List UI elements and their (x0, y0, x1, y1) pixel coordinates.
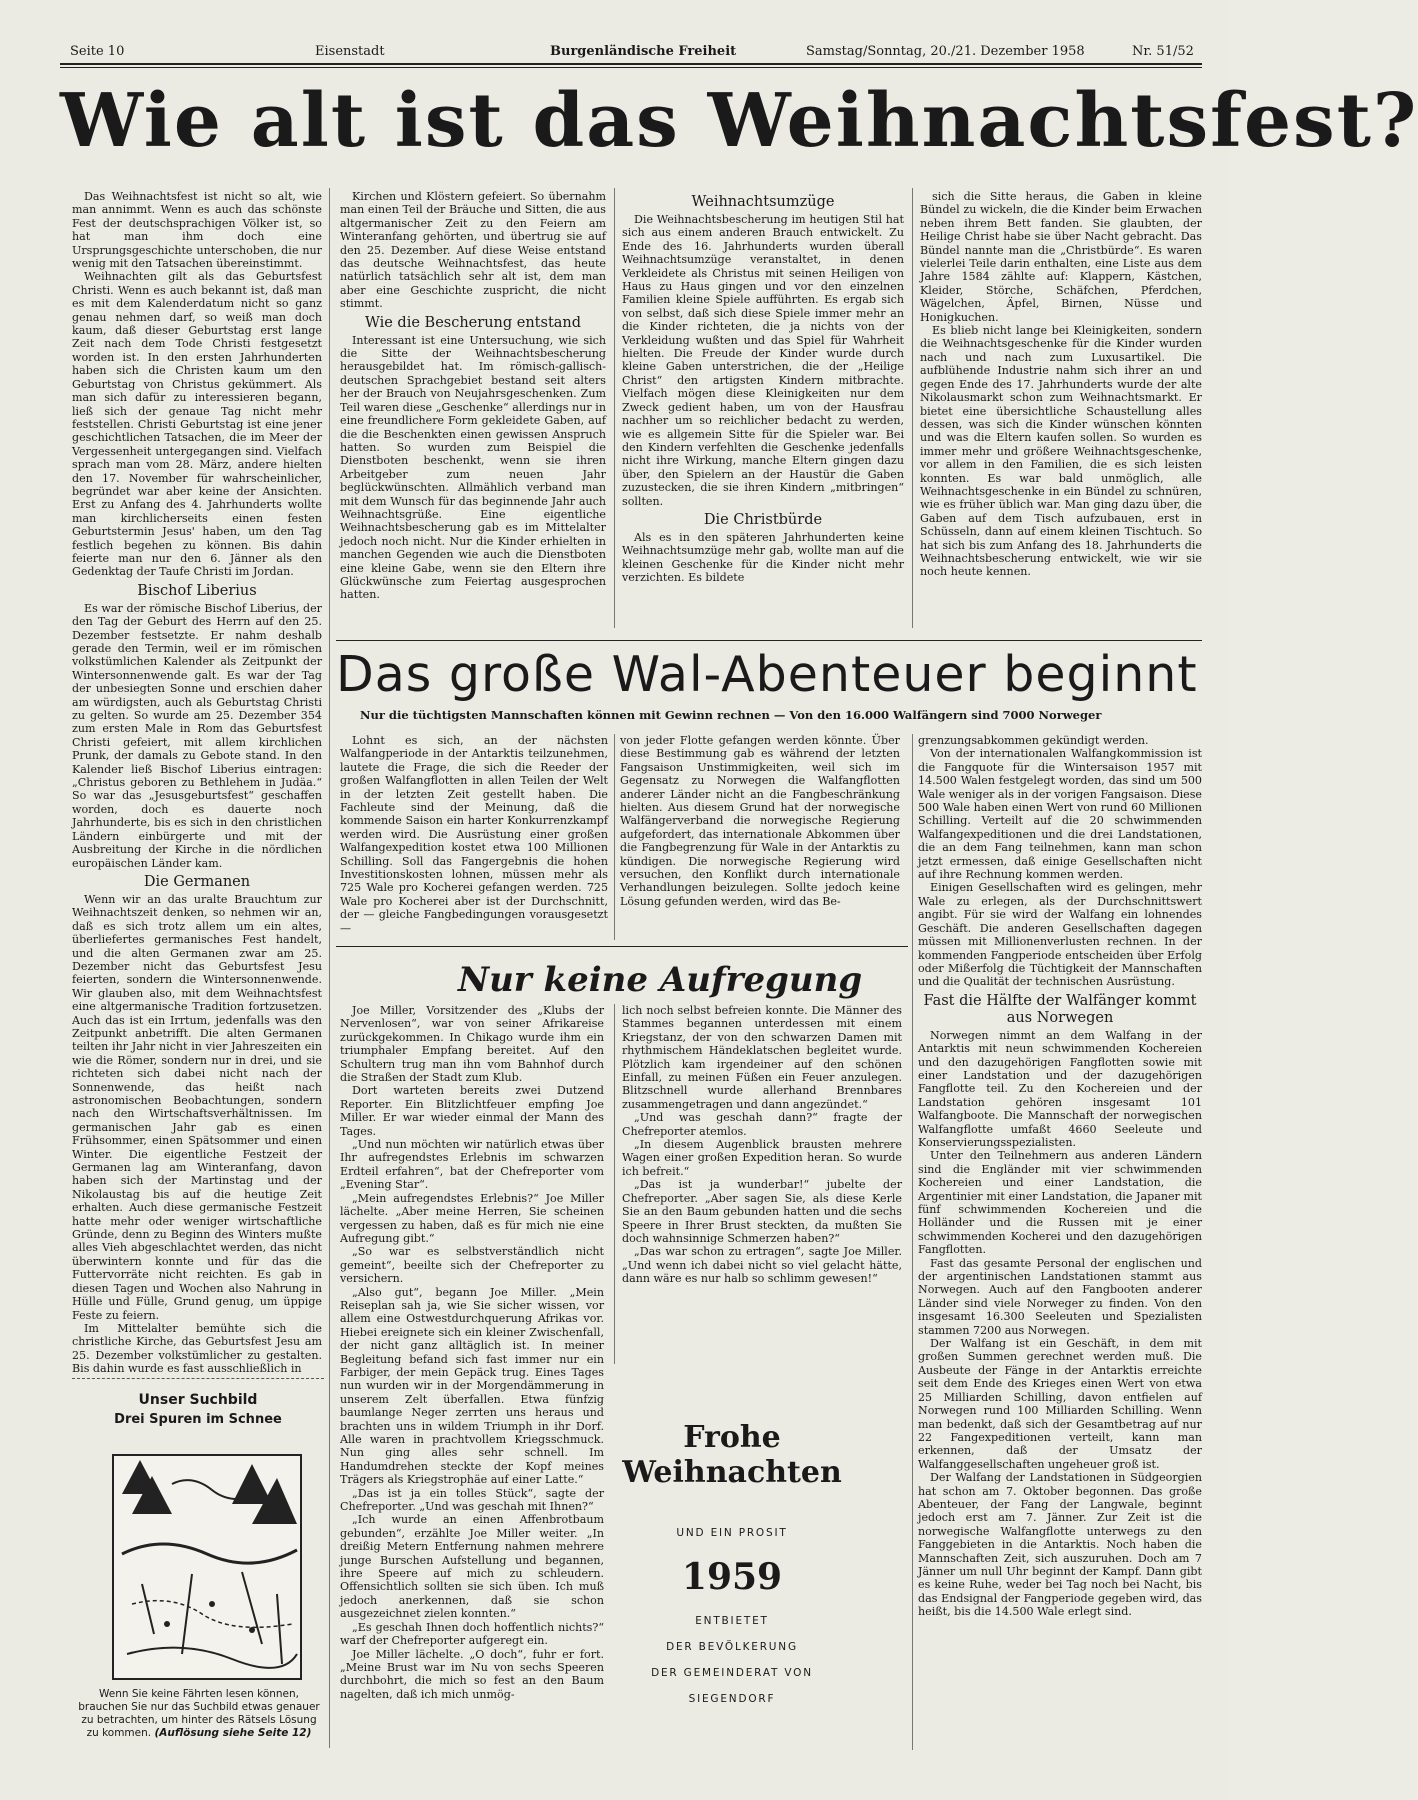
weihnacht-column-4 (920, 190, 1202, 630)
suchbild-title: Unser Suchbild (138, 1392, 258, 1408)
paragraph: „Ich wurde an einen Affenbrotbaum gebunden“, erzählte Joe Miller weiter. „In dreißig Metern Entfernung nahmen mehrere junge Burschen Aufstellung und begannen, ihre Speere auf mich zu schleudern. Offensichtlich sollten sie sich üben. Ich muß jedoch anerkennen, daß sie schon ausgezeichnet zielen konnten.“ (340, 1513, 604, 1621)
aufregung-column-2 (340, 1004, 604, 1750)
wal-column-4 (918, 734, 1202, 1750)
weihnacht-column-3 (622, 190, 904, 630)
place-name: Eisenstadt (315, 44, 385, 59)
paragraph: „In diesem Augenblick brausten mehrere Wagen einer großen Expedition heran. So wurde ich befreit.“ (622, 1138, 902, 1178)
ad-line: DER BEVÖLKERUNG (666, 1641, 798, 1653)
wal-column-2 (340, 734, 608, 940)
paragraph: Als es in den späteren Jahrhunderten keine Weihnachtsumzüge mehr gab, wollte man auf die kleinen Geschenke für die Kinder nicht mehr verzichten. Es bildete (622, 530, 904, 585)
paragraph: Interessant ist eine Untersuchung, wie sich die Sitte der Weihnachtsbescherung herausgebildet hat. Im römisch-gallisch-deutschen Sprachgebiet bestand seit alters her der Brauch von Neujahrsgeschenken. Zum Teil waren diese „Geschenke“ allerdings nur in eine freundlichere Form gekleidete Gaben, auf die die Beschenkten einen gewissen Anspruch hatten. So wurden zum Beispiel die Dienstboten beschenkt, wenn sie ihren Arbeitgeber zum neuen Jahr beglückwünschten. Allmählich verband man mit dem Wunsch für das beginnende Jahr auch Weihnachtsgrüße. Eine eigentliche Weihnachtsbescherung gab es im Mittelalter jedoch noch nicht. Nur die Kinder erhielten in manchen Gegenden wie auch die Dienstboten eine kleine Gabe, wenn sie den Eltern ihre Glückwünsche zum Feiertag ausgesprochen hatten. (340, 333, 606, 602)
suchbild-header (76, 1392, 320, 1427)
suchbild-illustration (112, 1454, 302, 1680)
wal-headline: Das große Wal-Abenteuer beginnt (336, 646, 1198, 703)
suchbild-caption (76, 1688, 322, 1740)
paragraph: Norwegen nimmt an dem Walfang in der Antarktis mit neun schwimmenden Kochereien und den dazugehörigen Fangflotten sowie mit einer Landstation und der dazugehörigen Fangflotte teil. Zu den Kochereien und der Landstation gehören insgesamt 101 Walfangboote. Die Mannschaft der norwegischen Walfangflotte umfaßt 4660 Seeleute und Konservierungsspezialisten. (918, 1028, 1202, 1149)
paragraph: „Das ist ja ein tolles Stück“, sagte der Chefreporter. „Und was geschah mit Ihnen?“ (340, 1486, 604, 1514)
ad-year: 1959 (681, 1556, 783, 1598)
subheading-norwegen: Fast die Hälfte der Walfänger kommt aus Norwegen (923, 992, 1197, 1026)
paragraph: „Das war schon zu ertragen“, sagte Joe Miller. „Und wenn ich dabei nicht so viel gelacht hätte, dann wäre es nur halb so schlimm gewesen!“ (622, 1245, 902, 1286)
aufregung-column-3 (622, 1004, 902, 1364)
page-number: Seite 10 (70, 44, 125, 59)
masthead-rule (60, 63, 1202, 65)
subheading-liberius: Bischof Liberius (137, 582, 257, 599)
ad-line: SIEGENDORF (688, 1693, 776, 1705)
subheading-bescherung: Wie die Bescherung entstand (364, 314, 582, 331)
paragraph: Unter den Teilnehmern aus anderen Ländern sind die Engländer mit vier schwimmenden Kochereien und einer Landstation, die Argentinier mit einer Landstation, die Japaner mit fünf schwimmenden Kochereien und die Holländer und die Russen mit je einer schwimmenden Kocherei und den dazugehörigen Fangflotten. (918, 1149, 1202, 1257)
weihnacht-column-2 (340, 190, 606, 630)
paragraph: „Und was geschah dann?“ fragte der Chefreporter atemlos. (622, 1111, 902, 1138)
ad-title: Frohe Weihnachten (622, 1420, 842, 1490)
issue-date: Samstag/Sonntag, 20./21. Dezember 1958 (806, 44, 1085, 59)
paragraph: Kirchen und Klöstern gefeiert. So übernahm man einen Teil der Bräuche und Sitten, die aus altgermanischer Zeit zu den Feiern am Winteranfang gehörten, und übertrug sie auf den 25. Dezember. Auf diese Weise entstand das deutsche Weihnachtsfest, das heute natürlich tatsächlich sehr alt ist, dem man aber eine Geschichte zuspricht, die nicht stimmt. (340, 190, 606, 311)
paragraph: Die Weihnachtsbescherung im heutigen Stil hat sich aus einem anderen Brauch entwickelt. Zu Ende des 16. Jahrhunderts wurden überall Weihnachtsumzüge veranstaltet, in denen Verkleidete als Christus mit seinen Heiligen von Haus zu Haus gingen und vor den einzelnen Familien kleine Spiele aufführten. Es ergab sich von selbst, daß sich diese Spiele immer mehr an die Kinder richteten, die ja nichts von der Verkleidung wußten und das Spiel für Wahrheit hielten. Die Freude der Kinder wurde durch kleine Gaben unterstrichen, die der „Heilige Christ“ den artigsten Kindern mitbrachte. Vielfach mögen diese Kleinigkeiten nur dem Zweck gedient haben, um von der Hausfrau nachher um so reichlicher bedacht zu werden, wie es allgemein Sitte für die Spieler war. Bei den Kindern verfehlten die Geschenke jedenfalls nicht ihre Wirkung, manche Eltern gingen dazu über, den Spielern an der Haustür die Gaben zuzustecken, die sie ihren Kindern „mitbringen“ sollten. (622, 213, 904, 508)
aufregung-headline: Nur keine Aufregung (458, 960, 863, 1000)
paragraph: „So war es selbstverständlich nicht gemeint“, beeilte sich der Chefreporter zu versichern. (340, 1245, 604, 1286)
column-rule (614, 188, 615, 628)
caption-text: Wenn Sie keine Fährten lesen können, brauchen Sie nur das Suchbild etwas genauer zu betrachten, um hinter des Rätsels Lösung zu kommen. (78, 1688, 320, 1739)
suchbild-rule (72, 1378, 324, 1380)
caption-reference: (Auflösung siehe Seite 12) (154, 1727, 312, 1739)
subheading-germanen: Die Germanen (143, 873, 251, 890)
paragraph: „Mein aufregendstes Erlebnis?“ Joe Miller lächelte. „Aber meine Herren, Sie scheinen vergessen zu haben, daß es für mich nie eine Aufregung gibt.“ (340, 1191, 604, 1245)
paragraph: Dort warteten bereits zwei Dutzend Reporter. Ein Blitzlichtfeuer empfing Joe Miller. Er war wieder einmal der Mann des Tages. (340, 1084, 604, 1138)
main-headline: Wie alt ist das Weihnachtsfest? (60, 78, 1418, 164)
column-rule (912, 734, 913, 1750)
paragraph: Joe Miller lächelte. „O doch“, fuhr er fort. „Meine Brust war im Nu von sechs Speeren durchbohrt, die mich so fest an den Baum nagelten, daß ich mich unmög- (340, 1647, 604, 1701)
paragraph: Im Mittelalter bemühte sich die christliche Kirche, das Geburtsfest Jesu am 25. Dezember volkstümlicher zu gestalten. Bis dahin wurde es fast ausschließlich in (72, 1321, 322, 1376)
paragraph: „Das ist ja wunderbar!“ jubelte der Chefreporter. „Aber sagen Sie, als diese Kerle Sie an den Baum gebunden hatten und die sechs Speere in Ihrer Brust steckten, da mußten Sie doch wahnsinnige Schmerzen haben?“ (622, 1178, 902, 1245)
masthead-rule-thin (60, 67, 1202, 68)
paragraph: von jeder Flotte gefangen werden könnte. Über diese Bestimmung gab es während der letzten Fangsaison Unstimmigkeiten, weil sich im Gegensatz zu Norwegen die Walfangflotten anderer Länder nicht an die Fangbeschränkung hielten. Aus diesem Grund hat der norwegische Walfängerverband die norwegische Regierung aufgefordert, das internationale Abkommen über die Fangbegrenzung für Wale in der Antarktis zu kündigen. Die norwegische Regierung wird versuchen, den Konflikt durch internationale Verhandlungen beizulegen. Sollte jedoch keine Lösung gefunden werden, wird das Be- (620, 734, 900, 908)
paragraph: Von der internationalen Walfangkommission ist die Fangquote für die Wintersaison 1957 mit 14.500 Walen festgelegt worden, das sind um 500 Wale weniger als in der vorigen Fangsaison. Diese 500 Wale haben einen Wert von rund 60 Millionen Schilling. Verteilt auf die 20 schwimmenden Walfangexpeditionen und die drei Landstationen, die an dem Fang teilnehmen, kann man schon jetzt ermessen, daß einige Gesellschaften nicht auf ihre Rechnung kommen werden. (918, 747, 1202, 882)
paragraph: Lohnt es sich, an der nächsten Walfangperiode in der Antarktis teilzunehmen, lautete die Frage, die sich die Reeder der großen Walfangflotten in allen Teilen der Welt in der letzten Zeit gestellt haben. Die Fachleute sind der Meinung, daß die kommende Saison ein harter Konkurrenzkampf werden wird. Die Ausrüstung einer großen Walfangexpedition kostet etwa 100 Millionen Schilling. Soll das Fangergebnis die hohen Investitionskosten lohnen, müssen mehr als 725 Wale pro Kocherei gefangen werden. 725 Wale pro Kocherei aber ist der Durchschnitt, der — gleiche Fangbedingungen vorausgesetzt — (340, 734, 608, 935)
paper-name: Burgenländische Freiheit (550, 44, 737, 59)
paragraph: Der Walfang der Landstationen in Südgeorgien hat schon am 7. Oktober begonnen. Das große Abenteuer, der Fang der Langwale, beginnt jedoch erst am 7. Jänner. Zur Zeit ist die norwegische Walfangflotte unterwegs zu den Fanggebieten in die Antarktis. Noch haben die Mannschaften Zeit, sich auszuruhen. Doch am 7 Jänner um null Uhr beginnt der Kampf. Dann gibt es keine Ruhe, weder bei Tag noch bei Nacht, bis das Endsignal der Fangperiode gegeben wird, das heißt, bis die 14.500 Wale erlegt sind. (918, 1471, 1202, 1619)
issue-number: Nr. 51/52 (1132, 44, 1194, 59)
ad-line: DER GEMEINDERAT VON (651, 1667, 813, 1679)
column-rule (614, 1004, 615, 1364)
paragraph: Weihnachten gilt als das Geburtsfest Christi. Wenn es auch bekannt ist, daß man es mit dem Kalenderdatum nicht so ganz genau nehmen darf, so weiß man doch kaum, daß dieser Geburtstag erst lange Zeit nach dem Tode Christi festgesetzt worden ist. In den ersten Jahrhunderten haben sich die Christen kaum um den Geburtstag von Christus gekümmert. Als man sich dafür zu interessieren begann, ließ sich der genaue Tag nicht mehr feststellen. Christi Geburtstag ist eine jener geschichtlichen Tatsachen, die im Meer der Vergessenheit untergegangen sind. Vielfach sprach man vom 28. März, andere hielten den 17. November für wahrscheinlicher, begründet war aber keine der Ansichten. Erst zu Anfang des 4. Jahrhunderts wollte man kirchlicherseits einen festen Geburtstermin Jesus' haben, um den Tag festlich begehen zu können. Bis dahin feierte man nur den 6. Jänner als den Gedenktag der Taufe Christi im Jordan. (72, 270, 322, 579)
weihnacht-column-1 (72, 190, 322, 1476)
section-rule (336, 640, 1202, 641)
greeting-ad (606, 1380, 858, 1740)
section-rule (336, 946, 908, 947)
weihnacht-intro (72, 190, 322, 579)
paragraph: Fast das gesamte Personal der englischen und der argentinischen Landstationen stammt aus Norwegen. Auch auf den Fangbooten anderer Länder sind viele Norweger zu finden. Von den insgesamt 16.300 Seeleuten und Spezialisten stammen 7200 aus Norwegen. (918, 1256, 1202, 1337)
paragraph: „Also gut“, begann Joe Miller. „Mein Reiseplan sah ja, wie Sie sicher wissen, vor allem eine Ostwestdurchquerung Afrikas vor. Hiebei ereignete sich ein kleiner Zwischenfall, der nicht ganz alltäglich ist. In meiner Begleitung befand sich fast immer nur ein Farbiger, der mein Gepäck trug. Eines Tages nun wurden wir in der Morgendämmerung in unserem Zelt überfallen. Etwa fünfzig baumlange Neger zerrten uns heraus und brachten uns in wildem Triumph in ihr Dorf. Alle waren in prachtvollem Kriegsschmuck. Nun ging alles sehr schnell. Im Handumdrehen steckte der Kopf meines Trägers als Kriegstrophäe auf einer Latte.“ (340, 1285, 604, 1487)
paragraph: Einigen Gesellschaften wird es gelingen, mehr Wale zu erlegen, als der Durchschnittswert angibt. Für sie wird der Walfang ein lohnendes Geschäft. Die anderen Gesellschaften dagegen müssen mit Millionenverlusten rechnen. In der kommenden Fangperiode entscheiden über Erfolg oder Mißerfolg die Tüchtigkeit der Mannschaften und die Qualität der technischen Ausrüstung. (918, 881, 1202, 989)
ad-line: ENTBIETET (695, 1615, 769, 1627)
subheading-umzuege: Weihnachtsumzüge (691, 194, 835, 210)
wal-column-3 (620, 734, 900, 940)
paragraph: „Und nun möchten wir natürlich etwas über Ihr aufregendstes Erlebnis im schwarzen Erdteil erfahren“, bat der Chefreporter vom „Evening Star“. (340, 1138, 604, 1192)
paragraph: lich noch selbst befreien konnte. Die Männer des Stammes begannen unterdessen mit einem Kriegstanz, der von den schwarzen Damen mit rhythmischem Händeklatschen begleitet wurde. Plötzlich kam irgendeiner auf den schönen Einfall, zu meinen Füßen ein Feuer anzulegen. Blitzschnell wurde allerhand Brennbares zusammengetragen und dann angezündet.“ (622, 1004, 902, 1111)
wal-subline: Nur die tüchtigsten Mannschaften können mit Gewinn rechnen — Von den 16.000 Walfängern sind 7000 Norweger (360, 708, 1102, 722)
paragraph: „Es geschah Ihnen doch hoffentlich nichts?“ warf der Chefreporter aufgeregt ein. (340, 1620, 604, 1648)
paragraph: Das Weihnachtsfest ist nicht so alt, wie man annimmt. Wenn es auch das schönste Fest der deutschsprachigen Völker ist, so hat man ihm doch eine Ursprungsgeschichte unterschoben, die nur wenig mit den Tatsachen übereinstimmt. (72, 190, 322, 271)
paragraph: sich die Sitte heraus, die Gaben in kleine Bündel zu wickeln, die die Kinder beim Erwachen neben ihrem Bett fanden. Sie glaubten, der Heilige Christ habe sie über Nacht gebracht. Das Bündel nannte man die „Christbürde“. Es waren vielerlei Teile darin enthalten, eine Liste aus dem Jahre 1584 zählte auf: Klappern, Kästchen, Kleider, Störche, Schäfchen, Pferdchen, Wägelchen, Äpfel, Birnen, Nüsse und Honigkuchen. (920, 190, 1202, 324)
column-rule (912, 188, 913, 628)
column-rule (329, 188, 330, 1748)
column-rule (614, 734, 615, 940)
suchbild-subtitle: Drei Spuren im Schnee (114, 1412, 282, 1427)
paragraph: Es blieb nicht lange bei Kleinigkeiten, sondern die Weihnachtsgeschenke für die Kinder wurden nach und nach zum Luxusartikel. Die aufblühende Industrie nahm sich ihrer an und gegen Ende des 17. Jahrhunderts wurde der alte Nikolausmarkt schon zum Weihnachtsmarkt. Er bietet eine übersichtliche Schaustellung alles dessen, was sich die Kinder wünschen könnten und was die Eltern kaufen sollen. So wurden es immer mehr und größere Weihnachtsgeschenke, vor allem in den Familien, die es sich leisten konnten. Es war bald unmöglich, alle Weihnachtsgeschenke in ein Bündel zu schnüren, wie es früher üblich war. Man ging dazu über, die Gaben auf dem Tisch aufzubauen, erst in Schüsseln, dann auf einem kleinen Tischtuch. So hat sich bis zum Anfang des 18. Jahrhunderts die Weihnachtsbescherung entwickelt, wie wir sie noch heute kennen. (920, 324, 1202, 579)
paragraph: Joe Miller, Vorsitzender des „Klubs der Nervenlosen“, war von seiner Afrikareise zurückgekommen. In Chikago wurde ihm ein triumphaler Empfang bereitet. Auf den Schultern trug man ihn vom Bahnhof durch die Straßen der Stadt zum Klub. (340, 1004, 604, 1085)
paragraph: grenzungsabkommen gekündigt werden. (918, 734, 1149, 747)
ad-line: UND EIN PROSIT (676, 1527, 788, 1539)
paragraph: Es war der römische Bischof Liberius, der den Tag der Geburt des Herrn auf den 25. Dezember festsetzte. Er nahm deshalb gerade den Termin, weil er im römischen volkstümlichen Kalender als Zeitpunkt der Wintersonnenwende galt. Es war der Tag der unbesiegten Sonne und erschien daher am würdigsten, auch als Geburtstag Christi zu gelten. So wurde am 25. Dezember 354 zum ersten Male in Rom das Geburtsfest Christi gefeiert, mit allem kirchlichen Prunk, der damals zu Gebote stand. In den Kalender ließ Bischof Liberius eintragen: „Christus geboren zu Bethlehem in Judäa.“ So war das „Jesusgeburtsfest“ geschaffen worden, doch es dauerte noch Jahrhunderte, bis es sich in den christlichen Ländern einbürgerte und mit der Ausbreitung der Kirche in die nördlichen europäischen Länder kam. (72, 601, 322, 870)
paragraph: Wenn wir an das uralte Brauchtum zur Weihnachtszeit denken, so nehmen wir an, daß es sich trotz allem um ein altes, überliefertes germanisches Fest handelt, und die alten Germanen zwar am 25. Dezember nicht das Geburtsfest Jesu feierten, sondern die Wintersonnenwende. Wir glauben also, mit dem Weihnachtsfest eine altgermanische Tradition fortzusetzen. Auch das ist ein Irrtum, jedenfalls was den Zeitpunkt anbetrifft. Die alten Germanen teilten ihr Jahr nicht in vier Jahreszeiten ein wie die Römer, sondern nur in drei, und sie richteten sich dabei nicht nach der Sonnenwende, das heißt nach astronomischen Beobachtungen, sondern nach den Wirtschaftsverhältnissen. Im germanischen Jahr gab es einen Frühsommer, einen Spätsommer und einen Winter. Die eigentliche Festzeit der Germanen lag am Winteranfang, davon haben sich der Martinstag und der Nikolaustag bis auf die heutige Zeit erhalten. Auch diese germanische Festzeit hatte mehr oder weniger wirtschaftliche Gründe, denn zu Beginn des Winters mußte alles Vieh abgeschlachtet werden, das nicht überwintern konnte und für das die Futtervorräte nicht reichten. Es gab in diesen Tagen und Wochen also Nahrung in Hülle und Fülle, Grund genug, um üppige Feste zu feiern. (72, 892, 322, 1322)
paragraph: Der Walfang ist ein Geschäft, in dem mit großen Summen gerechnet werden muß. Die Ausbeute der Fänge in der Antarktis erreichte seit dem Ende des Krieges einen Wert von etwa 25 Milliarden Schilling, davon entfielen auf Norwegen rund 100 Milliarden Schilling. Wenn man bedenkt, daß sich der Gesamtbetrag auf nur 22 Fangexpeditionen verteilt, kann man erkennen, daß der Umsatz der Walfanggesellschaften ungeheuer groß ist. (918, 1337, 1202, 1471)
subheading-christbuerde: Die Christbürde (703, 511, 823, 528)
